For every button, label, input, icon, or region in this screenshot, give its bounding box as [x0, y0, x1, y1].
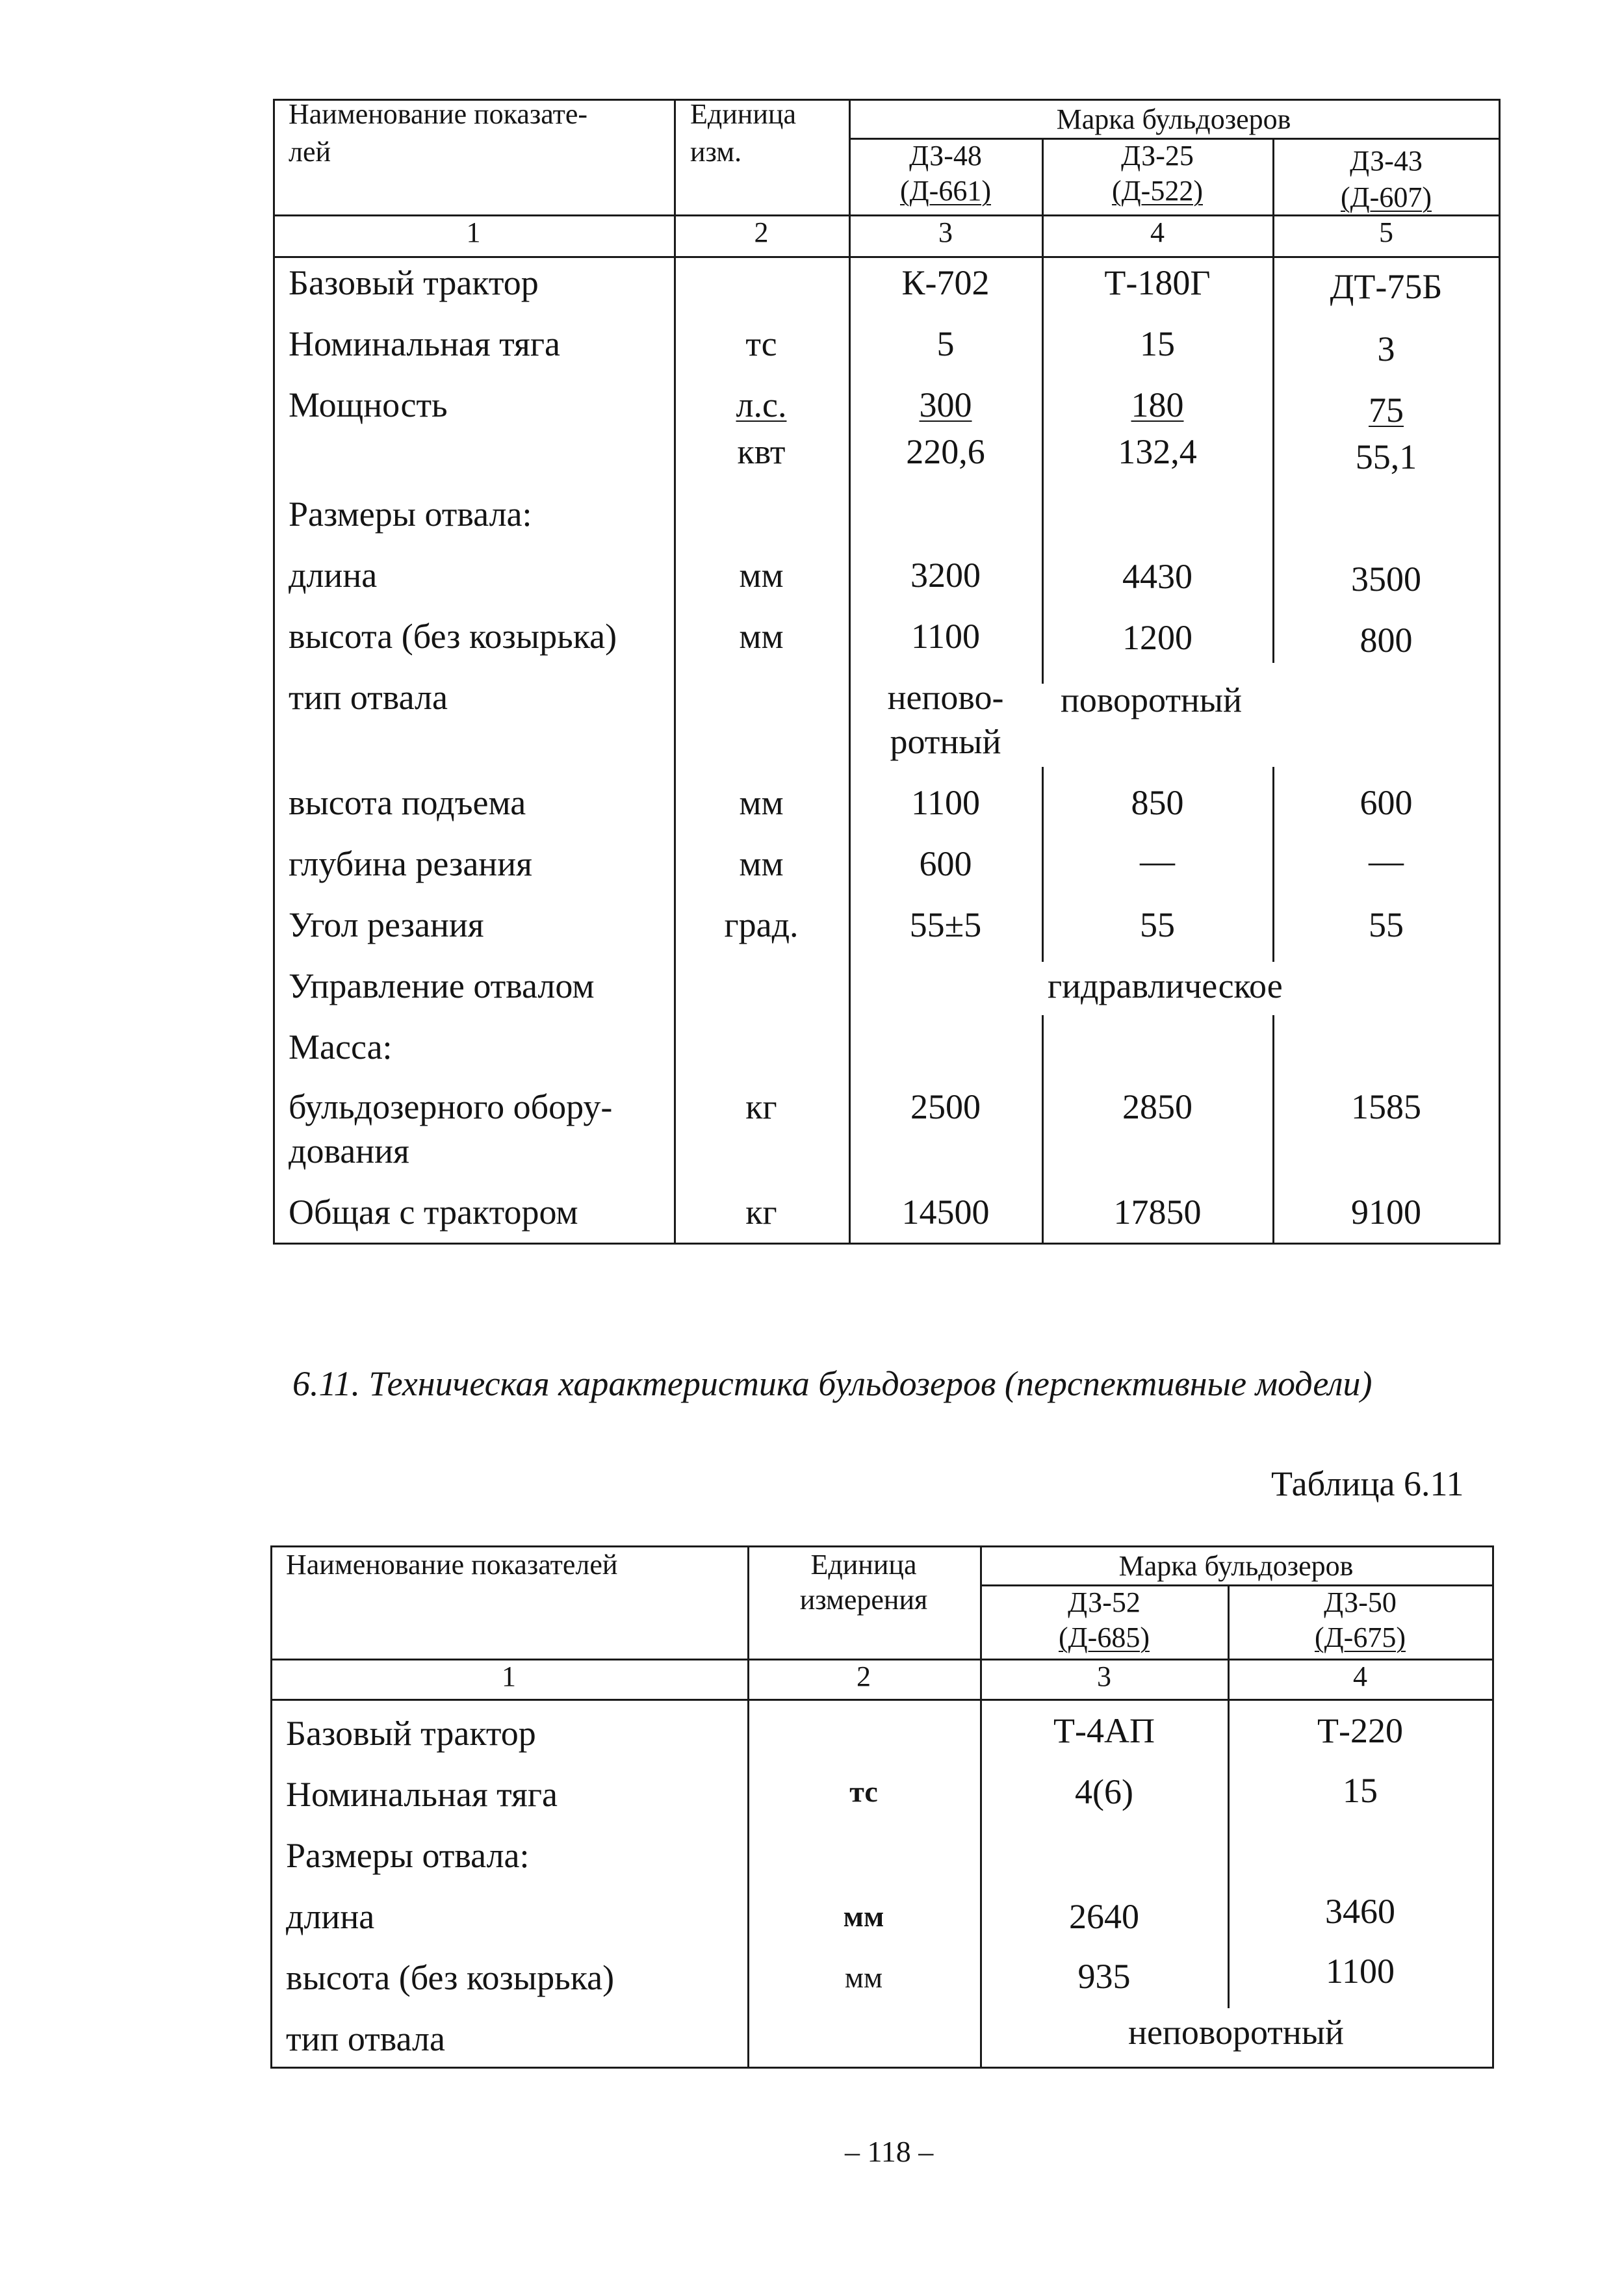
t2-name-header: Наименование показателей [286, 1549, 618, 1581]
t2-rule-colnum-top [270, 1659, 1494, 1660]
t1-cell: гидравлическое [1048, 966, 1283, 1005]
t1-col-number: 1 [466, 216, 481, 248]
t1-cell: 800 [1360, 621, 1413, 660]
t1-row-label: высота подъема [289, 783, 526, 822]
t2-col-number: 3 [1097, 1660, 1111, 1692]
t1-cell: 5 [936, 324, 955, 363]
t1-row-label: длина [289, 556, 378, 595]
t1-name-header: Наименование показате- [289, 98, 588, 130]
t1-cell: 2500 [910, 1087, 981, 1126]
t1-model-name: ДЗ-48 [909, 140, 982, 172]
t1-unit: мм [739, 844, 784, 883]
t1-row-label: Размеры отвала: [289, 495, 532, 534]
t1-cell: поворотный [1061, 680, 1242, 719]
t1-cell-hp: 75 [1369, 391, 1404, 430]
t1-model-name: ДЗ-43 [1350, 145, 1423, 177]
t2-row-label: тип отвала [286, 2019, 445, 2058]
t1-cell: непово- [887, 678, 1004, 717]
t1-cell: 4430 [1122, 557, 1192, 596]
t2-rule-brand [980, 1584, 1494, 1586]
t1-unit: кг [745, 1193, 777, 1232]
t1-cell-hp: 300 [919, 385, 972, 424]
t1-cell: ротный [890, 722, 1001, 761]
t2-row-label: Номинальная тяга [286, 1775, 558, 1814]
t1-unit: мм [739, 783, 784, 822]
t2-col-number: 2 [857, 1660, 871, 1692]
t1-row-label: бульдозерного обору- [289, 1087, 613, 1126]
t1-col-number: 4 [1150, 216, 1165, 248]
t1-model-code: (Д-522) [1112, 175, 1203, 207]
t1-col-number: 2 [754, 216, 769, 248]
t1-cell: 132,4 [1118, 432, 1197, 471]
t1-unit-header: изм. [690, 136, 742, 168]
t2-col-number: 4 [1353, 1660, 1367, 1692]
t1-model-code: (Д-661) [900, 175, 991, 207]
t1-model-name: ДЗ-25 [1121, 140, 1194, 172]
t1-cell: — [1369, 842, 1404, 881]
t1-row-label: Угол резания [289, 905, 484, 944]
section-title: 6.11. Техническая характеристика бульдозеров (перспективные модели) [292, 1364, 1373, 1403]
t1-cell: 850 [1131, 783, 1184, 822]
t1-cell-hp: 180 [1131, 385, 1184, 424]
t2-row-label: Базовый трактор [286, 1714, 536, 1753]
t2-model-code: (Д-685) [1059, 1622, 1150, 1653]
t1-cell: 2850 [1122, 1087, 1192, 1126]
t2-cell: 15 [1343, 1771, 1378, 1810]
t1-model-code: (Д-607) [1341, 181, 1432, 213]
t1-row-label: Мощность [289, 385, 448, 424]
t1-row-label: высота (без козырька) [289, 617, 617, 656]
t2-unit: тс [849, 1775, 878, 1808]
t1-unit-hp: л.с. [736, 385, 787, 424]
t1-cell: 17850 [1113, 1193, 1202, 1232]
t1-cell: 55 [1140, 905, 1175, 944]
t2-cell: Т-4АП [1053, 1711, 1155, 1750]
t1-brand-header: Марка бульдозеров [1056, 103, 1291, 135]
t1-row-label: дования [289, 1131, 409, 1170]
t2-model-code: (Д-675) [1315, 1622, 1406, 1653]
t1-cell: 14500 [901, 1193, 990, 1232]
t2-rule-colnum-bottom [270, 1699, 1494, 1701]
t2-cell: 1100 [1326, 1952, 1395, 1991]
t1-row-label: Управление отвалом [289, 966, 595, 1005]
t2-cell: 935 [1077, 1957, 1131, 1996]
t1-cell: 1585 [1351, 1087, 1421, 1126]
t1-cell: 1100 [911, 783, 980, 822]
t1-row-label: глубина резания [289, 844, 532, 883]
t1-cell: 220,6 [906, 432, 985, 471]
t2-unit: мм [843, 1900, 884, 1933]
t1-unit: кг [745, 1087, 777, 1126]
t2-row-label: высота (без козырька) [286, 1958, 615, 1997]
t2-rule-bottom [270, 2067, 1494, 2069]
t1-row-label: Номинальная тяга [289, 324, 560, 363]
t1-unit: квт [737, 432, 786, 471]
t1-cell: 1200 [1122, 618, 1192, 657]
t1-cell: 55,1 [1355, 437, 1417, 476]
t1-cell: 55 [1369, 905, 1404, 944]
t2-cell: 2640 [1069, 1897, 1139, 1936]
t1-row-label: Базовый трактор [289, 263, 539, 302]
t1-unit: мм [739, 617, 784, 656]
t1-name-header: лей [289, 136, 331, 168]
t2-row-label: длина [286, 1897, 375, 1936]
t2-brand-header: Марка бульдозеров [1118, 1550, 1354, 1582]
page-number: – 118 – [845, 2135, 934, 2168]
t1-unit-header: Единица [690, 98, 796, 130]
t2-unit-header: Единица [810, 1549, 917, 1581]
t1-cell: 55±5 [909, 905, 982, 944]
t1-cell: 600 [919, 844, 972, 883]
t1-cell: К-702 [901, 263, 990, 302]
t1-cell: 9100 [1351, 1193, 1421, 1232]
t2-model-name: ДЗ-50 [1324, 1586, 1397, 1618]
t2-model-name: ДЗ-52 [1068, 1586, 1141, 1618]
t2-unit: мм [844, 1961, 883, 1994]
t1-cell: 1100 [911, 617, 980, 656]
t2-cell: 4(6) [1075, 1772, 1133, 1811]
t1-cell: 600 [1360, 783, 1413, 822]
t1-row-label: Масса: [289, 1027, 393, 1066]
t1-cell: — [1140, 842, 1175, 881]
t2-rule-right [1492, 1545, 1494, 2069]
t2-cell: неповоротный [1128, 2013, 1344, 2052]
t2-cell: 3460 [1325, 1892, 1395, 1931]
t2-col-number: 1 [502, 1660, 516, 1692]
t1-cell: 3 [1377, 329, 1395, 368]
t1-cell: 3200 [910, 556, 981, 595]
t2-rule-left [270, 1545, 272, 2069]
t1-row-label: тип отвала [289, 678, 448, 717]
t1-cell: 3500 [1351, 560, 1421, 599]
t1-col-number: 3 [938, 216, 953, 248]
t1-unit: тс [745, 324, 777, 363]
t1-cell: Т-180Г [1104, 263, 1211, 302]
t1-col-number: 5 [1379, 216, 1393, 248]
t2-unit-header: измерения [799, 1584, 928, 1616]
t2-rule-top [270, 1545, 1494, 1547]
t2-cell: Т-220 [1317, 1711, 1403, 1750]
t1-cell: 15 [1140, 324, 1175, 363]
t1-unit: мм [739, 556, 784, 595]
t2-row-label: Размеры отвала: [286, 1836, 530, 1875]
t1-row-label: Общая с трактором [289, 1193, 578, 1232]
t1-cell: ДТ-75Б [1330, 267, 1443, 306]
table-caption: Таблица 6.11 [1271, 1464, 1464, 1503]
t1-unit: град. [724, 905, 799, 944]
